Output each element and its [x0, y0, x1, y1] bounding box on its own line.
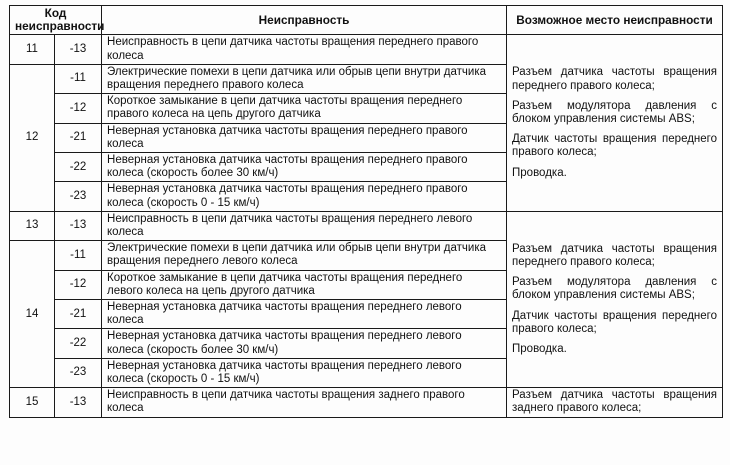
fault-code-sub: -23: [55, 358, 102, 387]
fault-place-item: Разъем модулятора давления с блоком управления системы ABS;: [512, 99, 718, 126]
fault-code-sub: -21: [55, 300, 102, 329]
fault-description: Короткое замыкание в цепи датчика частоты вращения переднего левого колеса на цепь другого датчика: [102, 270, 507, 299]
fault-place-item: Проводка.: [512, 166, 567, 179]
fault-description: Неверная установка датчика частоты вращения переднего левого колеса (скорость более 30 км/ч): [102, 329, 507, 358]
code-header-title: Код неисправности: [15, 6, 105, 34]
fault-description: Электрические помехи в цепи датчика или обрыв цепи внутри датчика вращения переднего левого колеса: [102, 241, 507, 270]
fault-description: Неисправность в цепи датчика частоты вращения переднего левого колеса: [102, 211, 507, 240]
fault-code-main: 12: [10, 64, 55, 211]
fault-place-item: Разъем датчика частоты вращения переднего правого колеса;: [512, 66, 718, 92]
table-row: [10, 388, 723, 417]
fault-description: Неверная установка датчика частоты вращения переднего левого колеса (скорость 0 - 15 км/ч): [102, 358, 507, 387]
fault-place-item: Проводка.: [512, 343, 567, 356]
fault-code-sub: -12: [55, 94, 102, 123]
fault-description: Неисправность в цепи датчика частоты вращения переднего правого колеса: [102, 35, 507, 64]
fault-code-sub: -22: [55, 153, 102, 182]
fault-description: Короткое замыкание в цепи датчика частоты вращения переднего правого колеса на цепь другого датчика: [102, 94, 507, 123]
fault-description: Неверная установка датчика частоты вращения переднего правого колеса (скорость более 30 км/ч): [102, 153, 507, 182]
header-row: [10, 6, 723, 35]
fault-code-main: 14: [10, 241, 55, 388]
fault-place-item: Разъем датчика частоты вращения заднего правого колеса;: [512, 389, 718, 415]
fault-code-sub: -13: [55, 35, 102, 64]
fault-description: Неверная установка датчика частоты вращения переднего правого колеса: [102, 123, 507, 152]
fault-place-cell: [507, 35, 723, 211]
fault-code-table: [9, 5, 723, 418]
fault-place-item: Разъем датчика частоты вращения переднего правого колеса;: [512, 242, 718, 269]
fault-description: Неверная установка датчика частоты вращения переднего правого колеса (скорость 0 - 15 км/ч): [102, 182, 507, 211]
fault-description: Неверная установка датчика частоты вращения переднего левого колеса: [102, 300, 507, 329]
table-body: [10, 35, 723, 417]
fault-code-main: 11: [10, 35, 55, 64]
fault-place-item: Датчик частоты вращения переднего правого колеса;: [512, 309, 718, 335]
fault-code-main: 15: [10, 388, 55, 417]
table-row: [10, 35, 723, 64]
fault-place-cell: [507, 388, 723, 417]
fault-description: Электрические помехи в цепи датчика или обрыв цепи внутри датчика вращения переднего правого колеса: [102, 64, 507, 93]
fault-code-sub: -11: [55, 64, 102, 93]
fault-description: Неисправность в цепи датчика частоты вращения заднего правого колеса: [102, 388, 507, 417]
place-header: Возможное место неисправности: [507, 6, 723, 35]
fault-place-item: Разъем модулятора давления с блоком управления системы ABS;: [512, 276, 718, 302]
fault-place-cell: [507, 211, 723, 387]
table-row: [10, 211, 723, 240]
code-header: [10, 6, 105, 35]
fault-code-sub: -22: [55, 329, 102, 358]
fault-place-item: Датчик частоты вращения переднего правого колеса;: [512, 133, 718, 159]
fault-code-sub: -11: [55, 241, 102, 270]
fault-code-sub: -23: [55, 182, 102, 211]
fault-code-sub: -13: [55, 211, 102, 240]
fault-code-sub: -12: [55, 270, 102, 299]
fault-code-sub: -13: [55, 388, 102, 417]
fault-header: Неисправность: [102, 6, 507, 35]
fault-code-main: 13: [10, 211, 55, 240]
fault-code-sub: -21: [55, 123, 102, 152]
